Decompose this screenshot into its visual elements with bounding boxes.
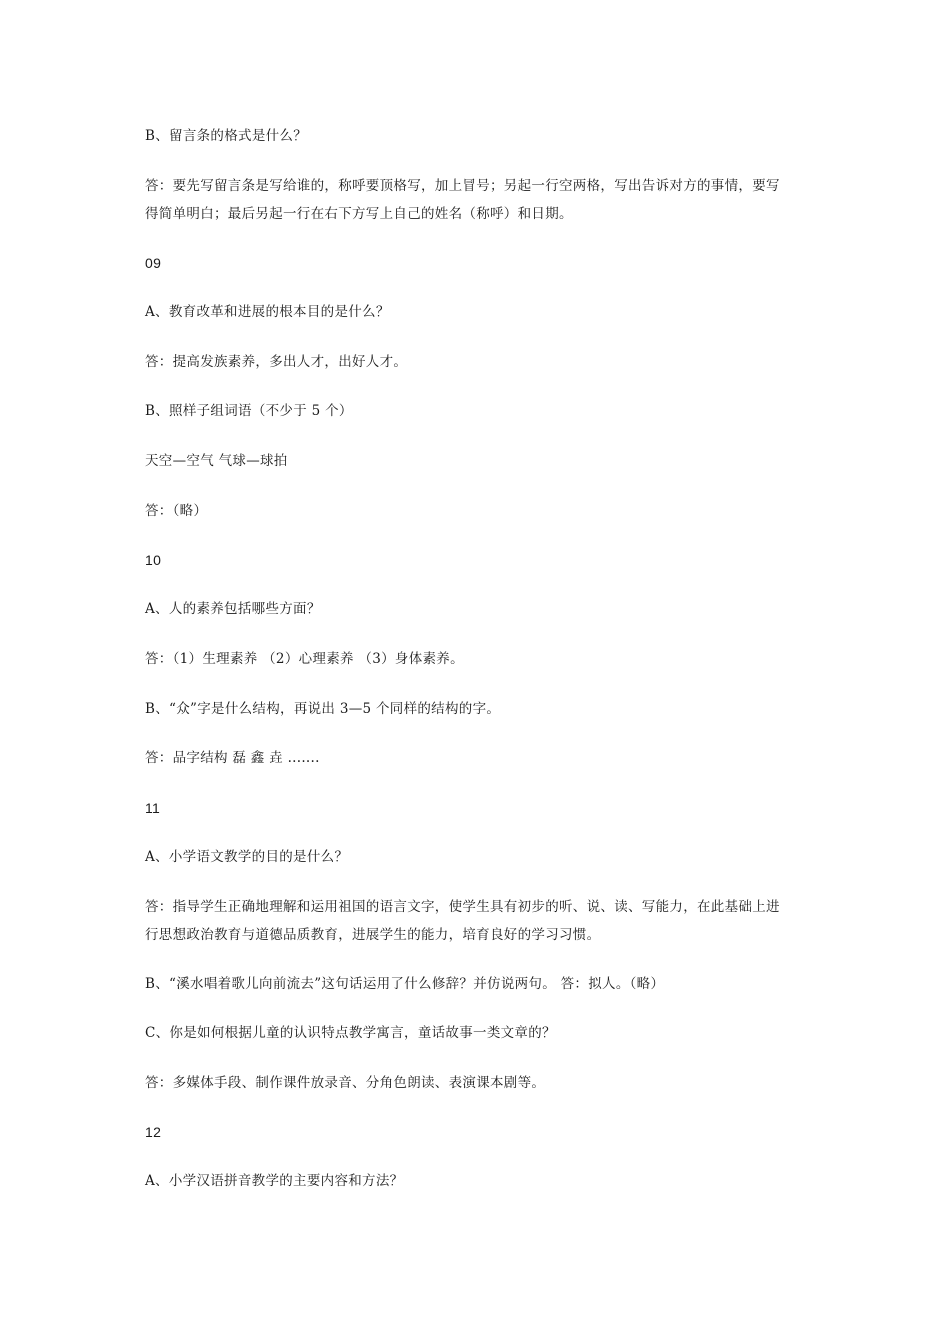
question-b-word-groups: B、照样子组词语（不少于 5 个）	[145, 403, 353, 419]
answer-word-groups: 答：（略）	[145, 503, 208, 519]
section-number-09: 09	[145, 255, 162, 271]
answer-chinese-teaching-goal-line-1: 答：指导学生正确地理解和运用祖国的语言文字，使学生具有初步的听、说、读、写能力，在此基础上进	[145, 899, 780, 915]
question-b-note-format: B、留言条的格式是什么？	[145, 128, 308, 144]
answer-human-qualities: 答：（1）生理素养 （2）心理素养 （3）身体素养。	[145, 651, 464, 667]
question-a-human-qualities: A、人的素养包括哪些方面？	[145, 601, 321, 617]
question-c-fables-teaching: C、你是如何根据儿童的认识特点教学寓言，童话故事一类文章的？	[145, 1025, 556, 1041]
answer-chinese-teaching-goal-line-2: 行思想政治教育与道德品质教育，进展学生的能力，培育良好的学习习惯。	[145, 927, 601, 943]
question-b-rhetoric: B、“溪水唱着歌儿向前流去”这句话运用了什么修辞？并仿说两句。 答：拟人。（略）	[145, 976, 665, 992]
section-number-11: 11	[145, 800, 161, 816]
answer-character-structure: 答：品字结构 磊 鑫 垚 .......	[145, 750, 320, 766]
example-word-groups: 天空—空气 气球—球拍	[145, 453, 288, 469]
answer-note-format-line-2: 得简单明白；最后另起一行在右下方写上自己的姓名（称呼）和日期。	[145, 206, 573, 222]
answer-education-reform: 答：提高发族素养，多出人才，出好人才。	[145, 354, 408, 370]
section-number-10: 10	[145, 552, 162, 568]
section-number-12: 12	[145, 1124, 162, 1140]
answer-fables-teaching: 答：多媒体手段、制作课件放录音、分角色朗读、表演课本剧等。	[145, 1075, 546, 1091]
question-a-education-reform: A、教育改革和进展的根本目的是什么？	[145, 304, 390, 320]
question-a-pinyin-teaching: A、小学汉语拼音教学的主要内容和方法？	[145, 1173, 404, 1189]
question-b-character-structure: B、“众”字是什么结构，再说出 3—5 个同样的结构的字。	[145, 701, 501, 717]
question-a-chinese-teaching-goal: A、小学语文教学的目的是什么？	[145, 849, 349, 865]
answer-note-format-line-1: 答：要先写留言条是写给谁的，称呼要顶格写，加上冒号；另起一行空两格，写出告诉对方的事情，要写	[145, 178, 780, 194]
